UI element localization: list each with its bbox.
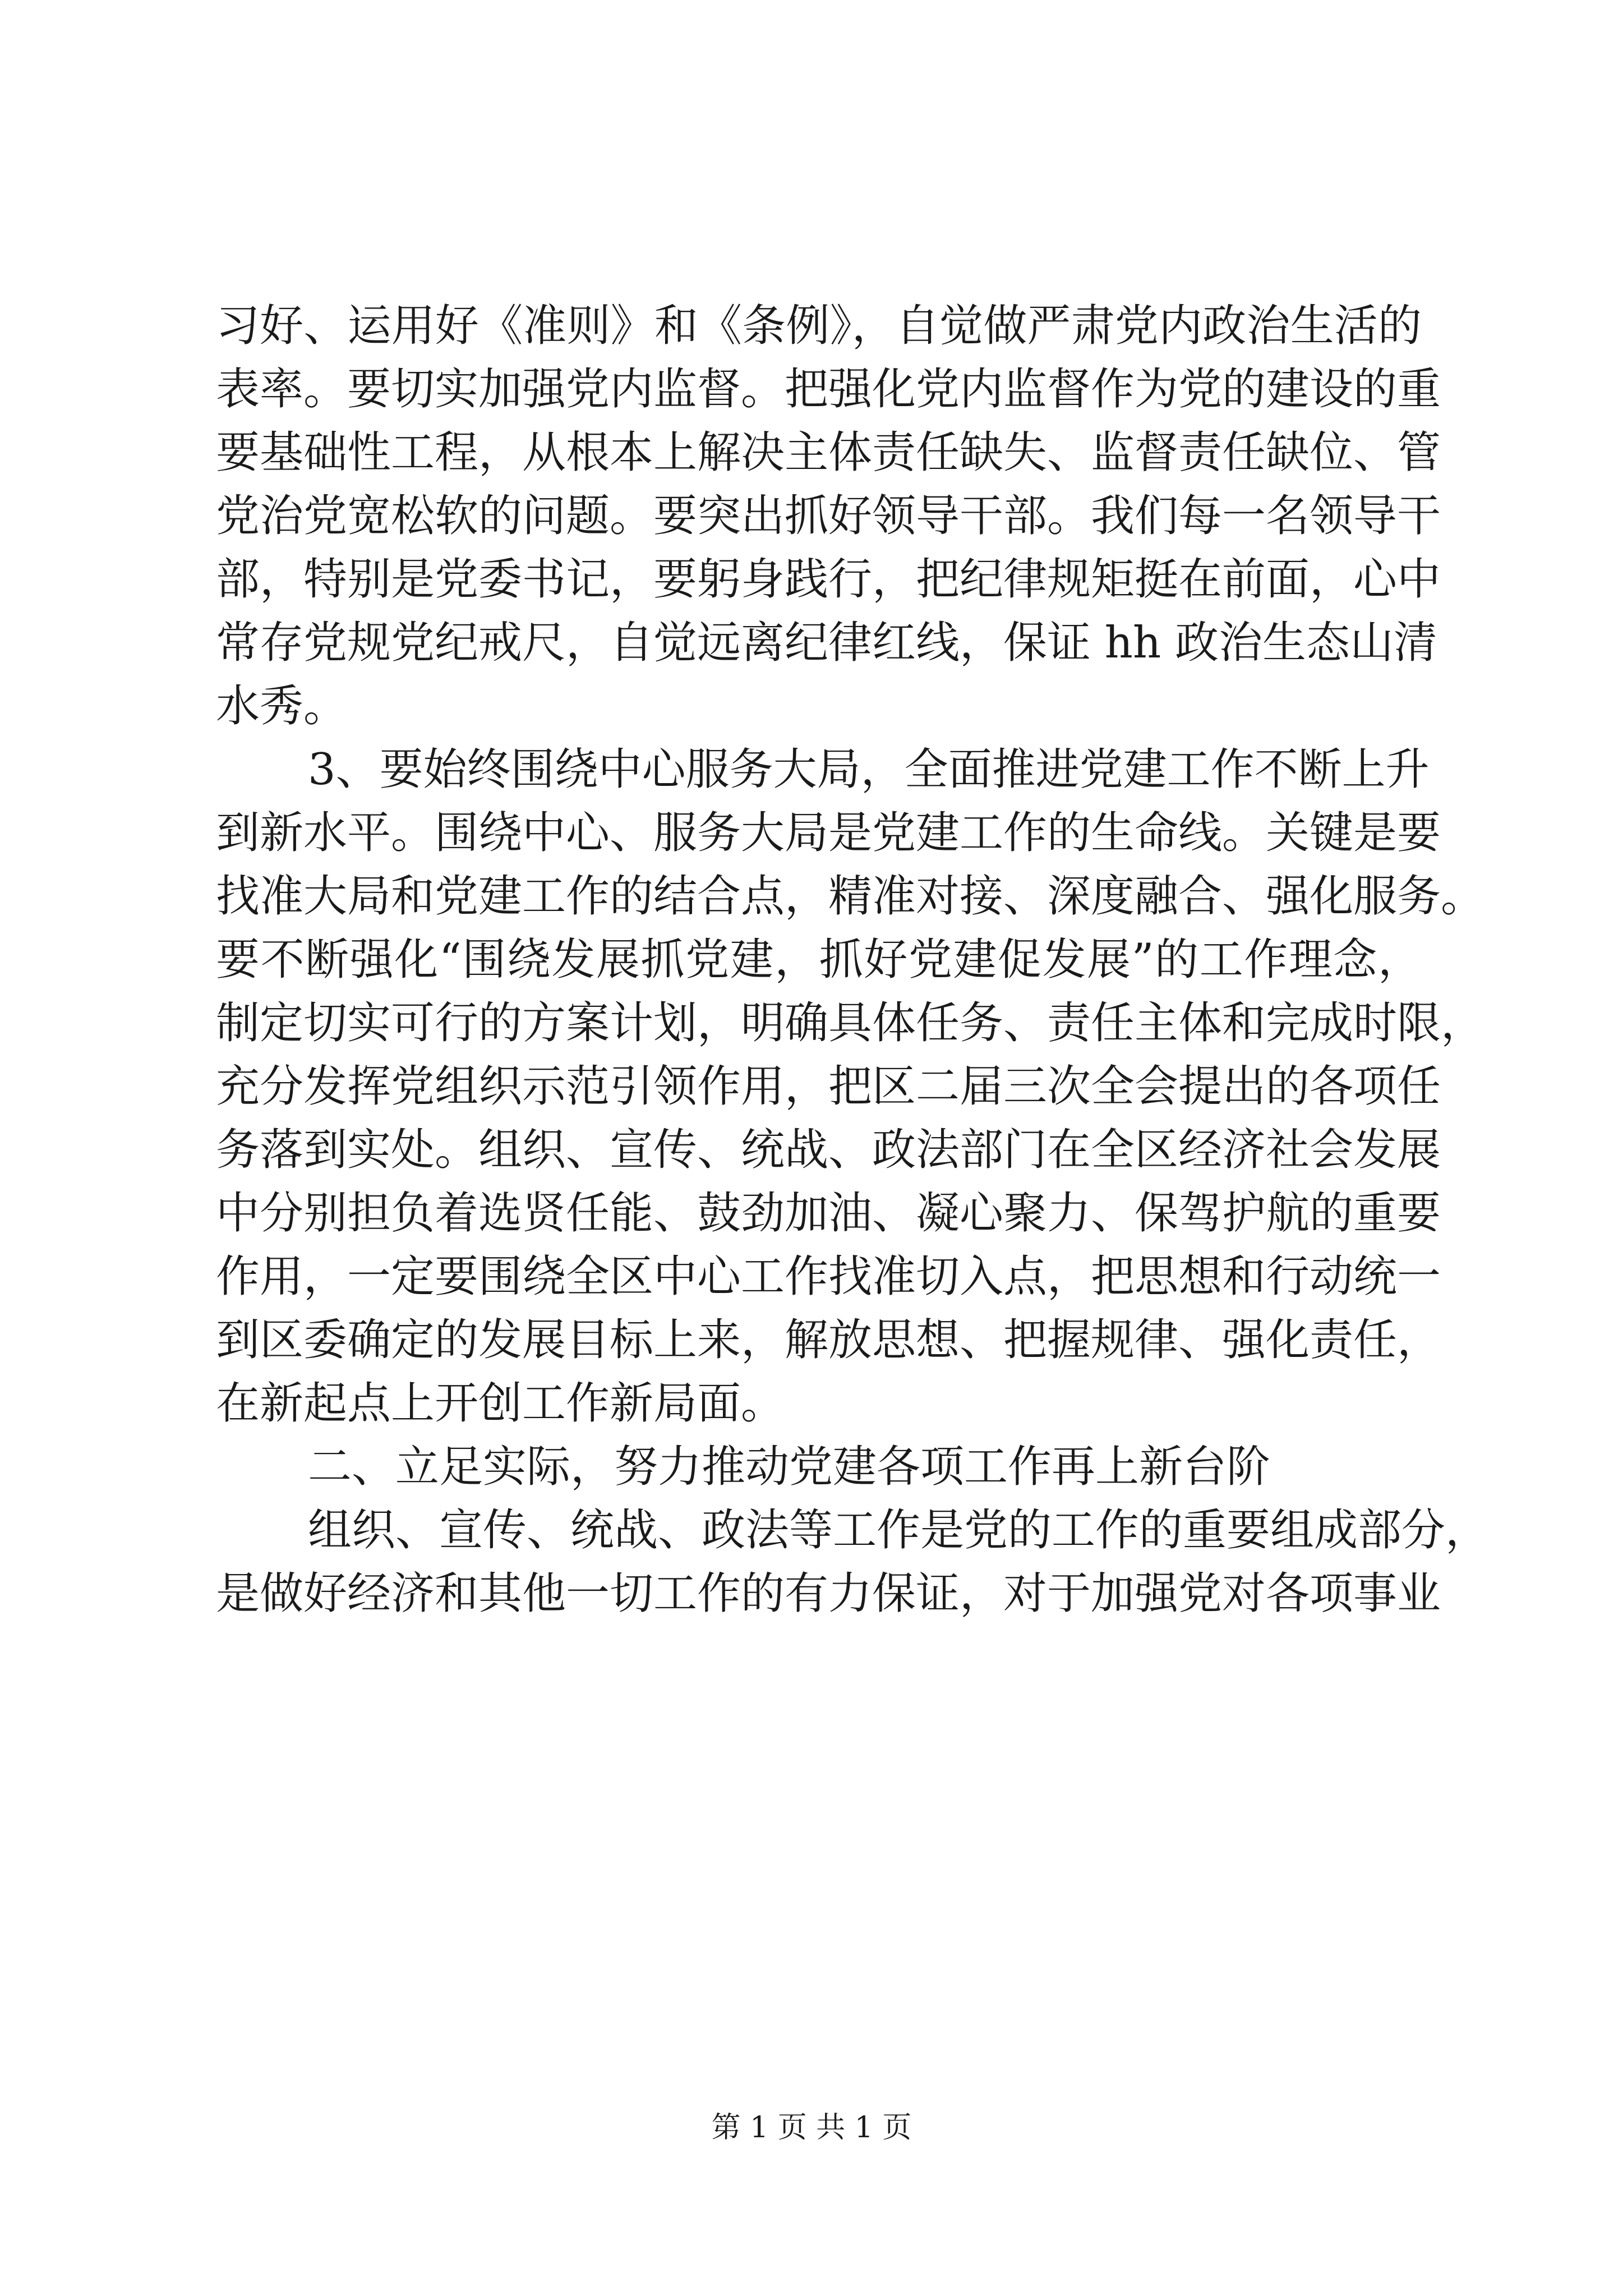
section-heading: 二、立足实际，努力推动党建各项工作再上新台阶 — [308, 1442, 1271, 1492]
text-line: 习好、运用好《准则》和《条例》，自觉做严肃党内政治生活的 — [216, 301, 1422, 351]
text-line: 中分别担负着选贤任能、鼓劲加油、凝心聚力、保驾护航的重要 — [216, 1188, 1441, 1239]
text-line: 要基础性工程，从根本上解决主体责任缺失、监督责任缺位、管 — [216, 427, 1441, 478]
document-body — [216, 295, 1490, 1626]
text-line: 制定切实可行的方案计划，明确具体任务、责任主体和完成时限， — [216, 998, 1485, 1048]
text-line: 部，特别是党委书记，要躬身践行，把纪律规矩挺在前面，心中 — [216, 554, 1441, 605]
text-line: 到区委确定的发展目标上来，解放思想、把握规律、强化责任， — [216, 1315, 1441, 1365]
text-line: 到新水平。围绕中心、服务大局是党建工作的生命线。关键是要 — [216, 808, 1441, 858]
text-line: 在新起点上开创工作新局面。 — [216, 1378, 785, 1429]
text-line: 是做好经济和其他一切工作的有力保证，对于加强党对各项事业 — [216, 1568, 1441, 1619]
text-line: 作用，一定要围绕全区中心工作找准切入点，把思想和行动统一 — [216, 1251, 1441, 1302]
text-line: 要不断强化“围绕发展抓党建，抓好党建促发展”的工作理念， — [216, 935, 1422, 985]
text-line: 表率。要切实加强党内监督。把强化党内监督作为党的建设的重 — [216, 364, 1441, 415]
paragraph-first-line: 组织、宣传、统战、政法等工作是党的工作的重要组成部分， — [308, 1505, 1490, 1556]
text-line: 党治党宽松软的问题。要突出抓好领导干部。我们每一名领导干 — [216, 491, 1441, 541]
text-line: 水秀。 — [216, 681, 348, 731]
text-line: 找准大局和党建工作的结合点，精准对接、深度融合、强化服务。 — [216, 871, 1485, 922]
text-line: 充分发挥党组织示范引领作用，把区二届三次全会提出的各项任 — [216, 1061, 1441, 1112]
paragraph-first-line: 3、要始终围绕中心服务大局，全面推进党建工作不断上升 — [308, 744, 1430, 795]
page-footer: 第 1 页 共 1 页 — [711, 2111, 912, 2145]
text-line: 常存党规党纪戒尺，自觉远离纪律红线，保证 hh 政治生态山清 — [216, 618, 1438, 668]
text-line: 务落到实处。组织、宣传、统战、政法部门在全区经济社会发展 — [216, 1125, 1441, 1175]
